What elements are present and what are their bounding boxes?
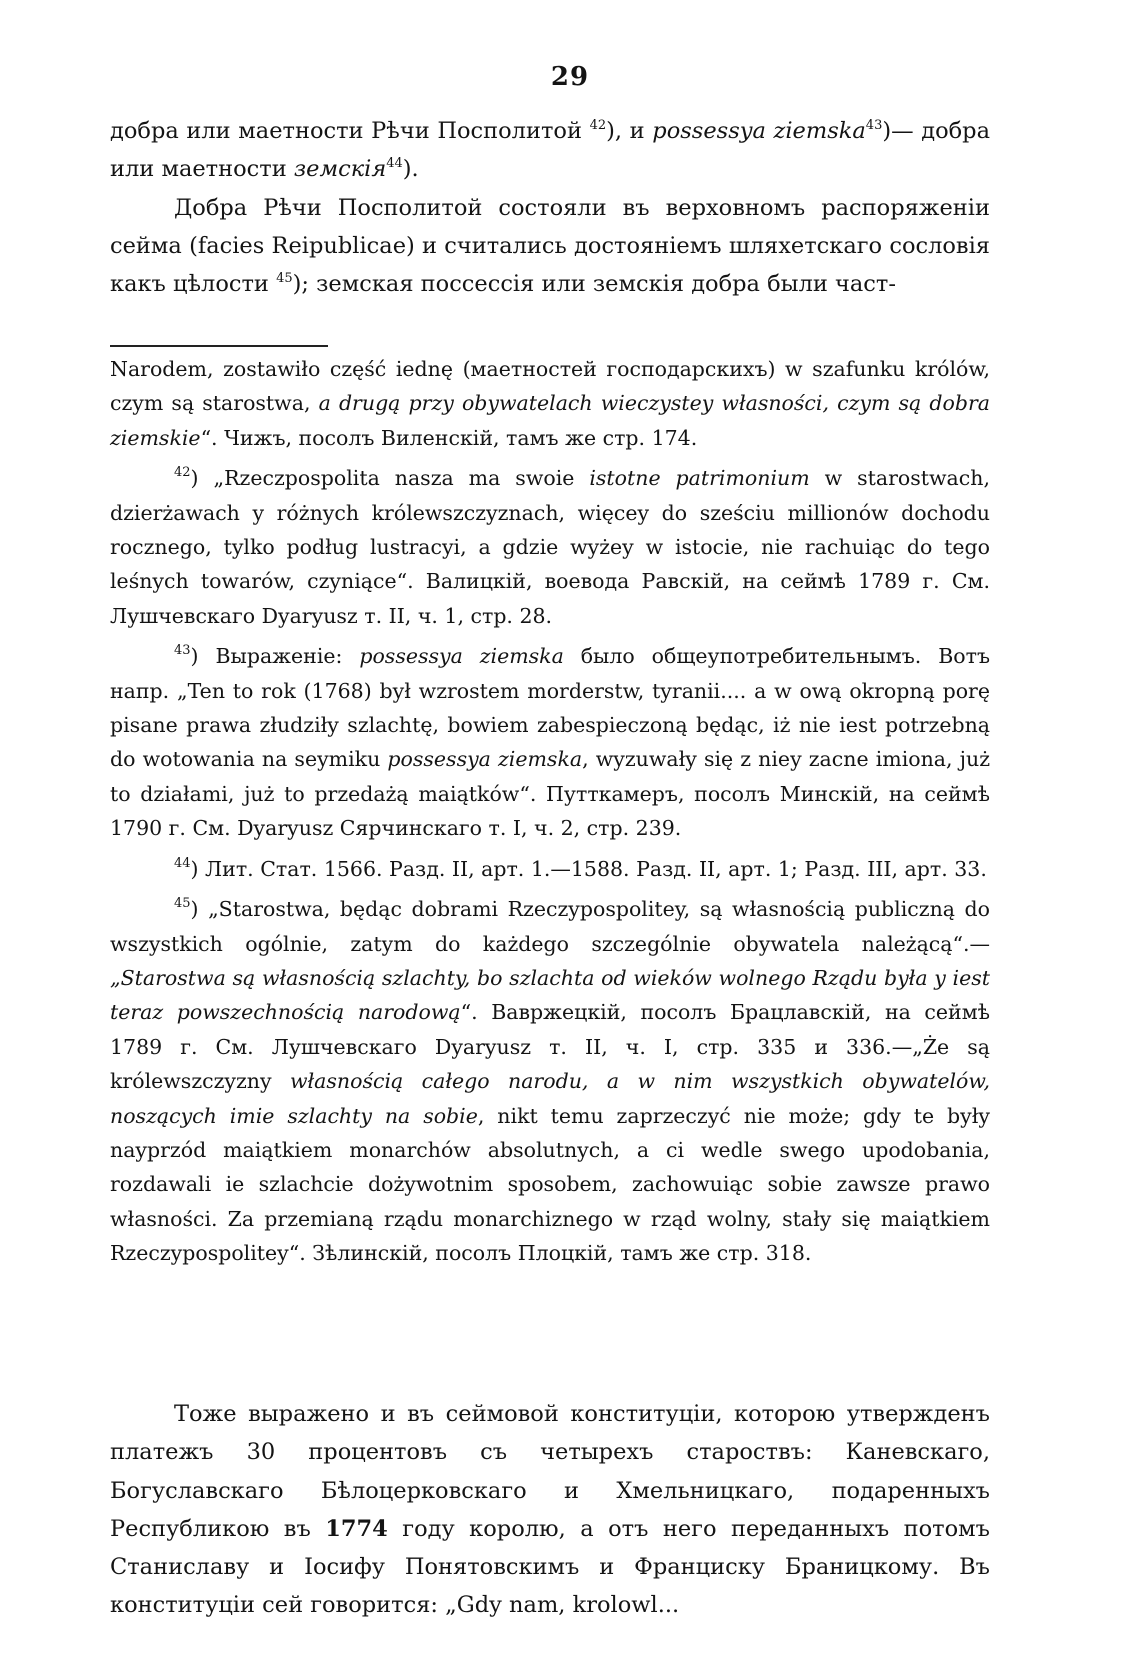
italic-text: istotne patrimonium	[589, 466, 810, 491]
italic-text: земскія	[293, 156, 387, 183]
text-run: , wyzuwały się z niey zacne imiona, już to działami, już to przedażą maiątków“. Путткамеръ, посолъ Минскій, на сеймѣ 1790 г. См. Dyaryusz Сярчинскаго т. I, ч. 2, стр. 239.	[110, 747, 991, 841]
italic-text: possessya ziemska	[387, 747, 583, 772]
paragraph	[110, 112, 990, 189]
footnote-45	[110, 892, 990, 1270]
main-text-bottom	[110, 1395, 990, 1625]
text-run: ).	[402, 156, 419, 183]
italic-text: possessya ziemska	[652, 118, 866, 144]
text-run: Narodem, zostawiło część iednę (маетностей господарскихъ) w szafunku królów, czym są starostwa,	[110, 357, 990, 416]
main-text-top	[110, 112, 990, 303]
text-run: )— добра или маетности	[110, 118, 991, 183]
text-run: ) Выраженіе:	[190, 644, 360, 669]
text-run: Тоже выражено и въ сеймовой конституціи, которою утвержденъ платежъ 30 процентовъ съ четырехъ староствъ: Каневскаго, Богуславскаго Бѣлоцерковскаго и Хмельницкаго, подаренныхъ Республикою въ	[110, 1401, 990, 1542]
italic-text: własnością całego narodu, a w nim wszystkich obywatelów, noszących imie szlachty na sobie	[110, 1069, 990, 1128]
text-run: добра или маетности Рѣчи Посполитой	[110, 118, 590, 144]
text-run: ) „Starostwa, będąc dobrami Rzeczypospolitey, są własnością publiczną do wszystkich ogólnie, zatym do każdego szczególnie obywatela należącą“.—	[110, 897, 990, 956]
footnote-mark: 44	[174, 855, 191, 871]
text-run: “. Вавржецкій, посолъ Брацлавскій, на сеймѣ 1789 г. См. Лушчевскаго Dyaryusz т. II, ч. I, стр. 335 и 336.—„Że są królewszczyzny	[110, 1000, 990, 1094]
italic-text: „Starostwa są własnością szlachty, bo szlachta od wieków wolnego Rządu była y iest teraz powszechnością narodową	[110, 965, 990, 1025]
footnote-42	[110, 461, 990, 633]
footnote-mark: 45	[174, 896, 191, 912]
footnote-ref: 42	[589, 118, 607, 133]
footnote-continuation	[110, 352, 990, 455]
italic-text: possessya ziemska	[359, 644, 564, 669]
paragraph	[110, 189, 990, 304]
year-text: 1774	[325, 1515, 388, 1542]
footnote-mark: 43	[174, 643, 191, 659]
italic-text: a drugą przy obywatelach wieczystey własności, czym są dobra ziemskie	[110, 391, 990, 450]
page-number: 29	[550, 62, 590, 92]
footnote-44	[110, 852, 990, 886]
footnote-ref: 44	[386, 156, 403, 172]
text-run: ) „Rzeczpospolita nasza ma swoie	[190, 466, 590, 491]
footnote-mark: 42	[174, 465, 191, 481]
text-run: w starostwach, dzierżawach y różnych królewszczyznach, więcey do sześciu millionów dochodu rocznego, tylko podług lustracyi, a gdzie wyżey w istocie, nie rachuiąc do tego leśnych towarów, czyniące“. Валицкій, воевода Равскій, на сеймѣ 1789 г. См. Лушчевскаго Dyaryusz т. II, ч. 1, стр. 28.	[110, 466, 990, 628]
text-run: , nikt temu zaprzeczyć nie może; gdy te były nayprzód maiątkiem monarchów absolutnych, a ci wedle swego upodobania, rozdawali ie szlachcie dożywotnim sposobem, zachowuiąc sobie zawsze prawo własności. Za przemianą rządu monarchiznego w rząd wolny, stały się maiątkiem Rzeczypospolitey“. Зѣлинскій, посолъ Плоцкій, тамъ же стр. 318.	[110, 1103, 990, 1266]
footnotes	[110, 352, 990, 1271]
text-run: было общеупотребительнымъ. Вотъ напр. „Ten to rok (1768) był wzrostem morderstw, tyranii.... a w ową okropną porę pisane prawa złudziły szlachtę, bowiem zabespieczoną będąc, iż nie iest potrzebną do wotowania na seymiku	[110, 644, 991, 772]
text-run: Добра Рѣчи Посполитой состояли въ верховномъ распоряженіи сейма (facies Reipublicae) и считались достояніемъ шляхетскаго сословія какъ цѣлости	[110, 194, 990, 298]
text-run: “. Чижъ, посолъ Виленскій, тамъ же стр. 174.	[200, 425, 698, 450]
footnote-43	[110, 639, 990, 845]
paragraph	[110, 1395, 990, 1625]
text-run: году королю, а отъ него переданныхъ потомъ Станиславу и Іосифу Понятовскимъ и Франциску Браницкому. Въ конституціи сей говорится: „Gdy nam, krolowl...	[110, 1515, 990, 1619]
text-run: ), и	[606, 118, 653, 144]
footnote-divider	[110, 345, 328, 347]
footnote-ref: 43	[865, 118, 883, 133]
text-run: ); земская поссессія или земскія добра были част-	[292, 271, 896, 298]
text-run: ) Лит. Стат. 1566. Разд. II, арт. 1.—1588. Разд. II, арт. 1; Разд. III, арт. 33.	[190, 856, 987, 881]
footnote-ref: 45	[276, 271, 293, 287]
